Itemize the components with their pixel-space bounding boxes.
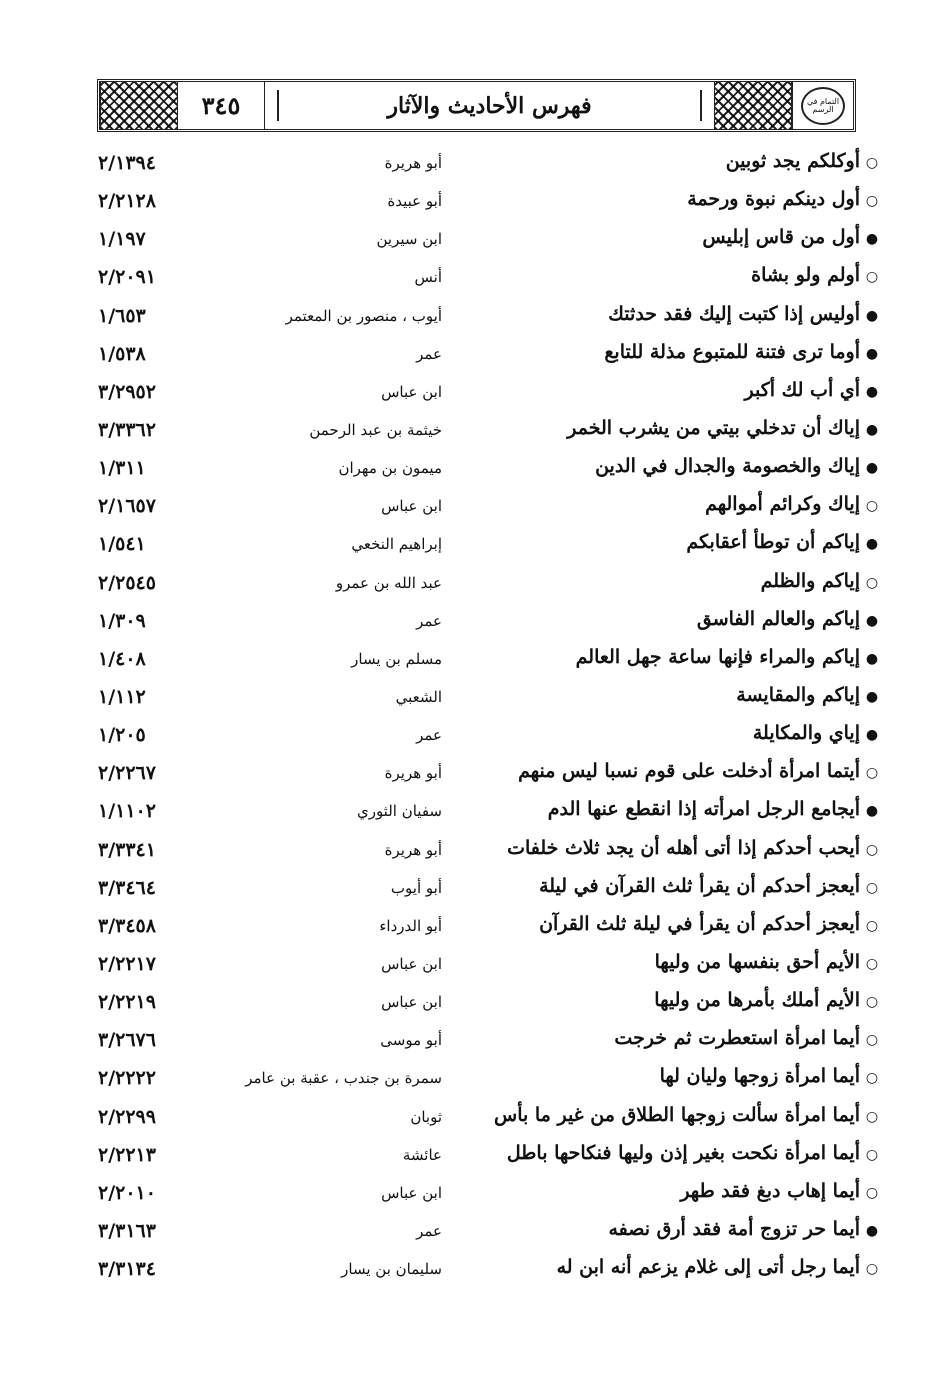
volume-page-reference: ١/١١٢ — [98, 685, 146, 708]
list-item — [90, 949, 880, 987]
list-item — [90, 568, 880, 606]
volume-page-reference: ٢/٢٥٤٥ — [98, 571, 156, 594]
volume-page-reference: ١/١٩٧ — [98, 228, 146, 251]
hadith-text: أيتما امرأة أدخلت على قوم نسبا ليس منهم — [518, 760, 860, 783]
hadith-text-cell — [480, 379, 880, 401]
list-item — [90, 796, 880, 834]
hadith-text: إياكم والظلم — [760, 569, 860, 592]
narrator: ابن عباس — [381, 497, 442, 516]
hollow-bullet-icon: ○ — [865, 155, 879, 171]
narrator: مسلم بن يسار — [351, 649, 442, 668]
volume-page-reference: ٢/٢٠١٠ — [98, 1181, 156, 1204]
hadith-text-cell — [480, 1256, 880, 1278]
volume-page-reference: ١/١١٠٢ — [98, 800, 156, 823]
list-item — [90, 606, 880, 644]
hadith-text-cell — [480, 417, 880, 439]
hadith-text: الأيم أملك بأمرها من وليها — [654, 989, 860, 1012]
hollow-bullet-icon: ○ — [865, 1108, 879, 1125]
hollow-bullet-icon: ○ — [865, 879, 879, 896]
volume-page-reference: ٣/٢٦٧٦ — [98, 1029, 156, 1052]
list-item — [90, 529, 880, 567]
filled-bullet-icon: ● — [865, 688, 879, 705]
volume-page-reference: ٢/٢٢٩٩ — [98, 1105, 156, 1128]
filled-bullet-icon: ● — [865, 307, 879, 324]
hadith-text-cell — [480, 989, 880, 1011]
filled-bullet-icon: ● — [865, 421, 879, 438]
filled-bullet-icon: ● — [865, 1222, 879, 1239]
hadith-text: أيما امرأة سألت زوجها الطلاق من غير ما بأس — [494, 1103, 860, 1126]
hadith-text-cell — [480, 951, 880, 973]
narrator: أنس — [414, 268, 442, 287]
hadith-text: إياكم أن توطأ أعقابكم — [686, 531, 860, 554]
hollow-bullet-icon: ○ — [865, 994, 879, 1011]
hadith-text-cell — [480, 570, 880, 592]
ornament-left — [100, 82, 178, 129]
volume-page-reference: ٣/٢٩٥٢ — [98, 380, 156, 403]
narrator: عمر — [416, 344, 442, 363]
list-item — [90, 1216, 880, 1254]
hadith-text: إياكم والعالم الفاسق — [696, 607, 860, 630]
list-item — [90, 148, 880, 186]
hadith-text-cell — [480, 608, 880, 630]
page-header — [97, 79, 856, 132]
list-item — [90, 987, 880, 1025]
hadith-text-cell — [480, 1104, 880, 1126]
list-item — [90, 873, 880, 911]
narrator: ابن عباس — [381, 993, 442, 1012]
list-item — [90, 186, 880, 224]
narrator: ثوبان — [410, 1107, 442, 1126]
volume-page-reference: ٣/٣١٣٤ — [98, 1258, 156, 1281]
list-item — [90, 301, 880, 339]
volume-page-reference: ٢/٢٢٢٢ — [98, 1067, 156, 1090]
filled-bullet-icon: ● — [865, 803, 879, 820]
narrator: سليمان بن يسار — [341, 1260, 442, 1279]
list-item — [90, 835, 880, 873]
hadith-text: أوما ترى فتنة للمتبوع مذلة للتابع — [604, 340, 860, 363]
hadith-text: أيما إهاب دبغ فقد طهر — [680, 1179, 860, 1202]
hadith-text-cell — [480, 760, 880, 782]
hadith-text-cell — [480, 1180, 880, 1202]
hollow-bullet-icon: ○ — [865, 1184, 879, 1201]
hadith-text: أيما رجل أتى إلى غلام يزعم أنه ابن له — [556, 1256, 860, 1279]
hadith-text-cell — [480, 646, 880, 668]
volume-page-reference: ٢/٢١٢٨ — [98, 190, 156, 213]
narrator: عمر — [416, 1221, 442, 1240]
volume-page-reference: ١/٥٤١ — [98, 533, 146, 556]
hadith-text: أيما امرأة نكحت بغير إذن وليها فنكاحها باطل — [506, 1141, 860, 1164]
volume-page-reference: ٣/٣٣٦٢ — [98, 418, 156, 441]
hadith-text: إياي والمكايلة — [752, 722, 860, 745]
narrator: أبو هريرة — [384, 840, 442, 859]
hadith-text-cell — [480, 531, 880, 553]
volume-page-reference: ٢/١٦٥٧ — [98, 495, 156, 518]
hadith-text-cell — [480, 493, 880, 515]
hollow-bullet-icon: ○ — [865, 917, 879, 934]
volume-page-reference: ١/٤٠٨ — [98, 647, 146, 670]
hollow-bullet-icon: ○ — [865, 841, 879, 858]
narrator: أبو الدرداء — [379, 916, 442, 935]
hadith-text-cell — [480, 684, 880, 706]
hadith-text: إياكم والمراء فإنها ساعة جهل العالم — [575, 645, 860, 668]
hadith-text-cell — [480, 1065, 880, 1087]
list-item — [90, 415, 880, 453]
hadith-text-cell — [480, 875, 880, 897]
volume-page-reference: ٣/٣١٦٣ — [98, 1219, 156, 1242]
hadith-text-cell — [480, 722, 880, 744]
publisher-logo — [792, 82, 853, 129]
list-item — [90, 453, 880, 491]
narrator: أيوب ، منصور بن المعتمر — [285, 306, 442, 325]
hadith-text-cell — [480, 1142, 880, 1164]
narrator: خيثمة بن عبد الرحمن — [309, 420, 442, 439]
hollow-bullet-icon: ○ — [865, 1070, 879, 1087]
list-item — [90, 1025, 880, 1063]
volume-page-reference: ١/٥٣٨ — [98, 342, 146, 365]
hollow-bullet-icon: ○ — [865, 1261, 879, 1278]
narrator: عمر — [416, 611, 442, 630]
narrator: أبو هريرة — [384, 764, 442, 783]
hadith-text: أول دينكم نبوة ورحمة — [687, 188, 860, 211]
hollow-bullet-icon: ○ — [865, 1032, 879, 1049]
hadith-text: أيحب أحدكم إذا أتى أهله أن يجد ثلاث خلفات — [507, 836, 860, 859]
hadith-text: أولم ولو بشاة — [751, 264, 860, 287]
filled-bullet-icon: ● — [865, 536, 879, 553]
volume-page-reference: ٢/٢٢١٣ — [98, 1143, 156, 1166]
list-item — [90, 262, 880, 300]
hadith-text: إياك أن تدخلي بيتي من يشرب الخمر — [567, 416, 860, 439]
hollow-bullet-icon: ○ — [865, 193, 879, 210]
hadith-text-cell — [480, 303, 880, 325]
hollow-bullet-icon: ○ — [865, 955, 879, 972]
narrator: ابن عباس — [381, 1183, 442, 1202]
filled-bullet-icon: ● — [865, 345, 879, 362]
volume-page-reference: ١/٦٥٣ — [98, 304, 146, 327]
hadith-text-cell — [480, 455, 880, 477]
narrator: أبو أيوب — [390, 878, 442, 897]
hadith-text: أيعجز أحدكم أن يقرأ ثلث القرآن في ليلة — [539, 874, 860, 897]
volume-page-reference: ١/٢٠٥ — [98, 724, 146, 747]
hadith-text-cell — [480, 188, 880, 210]
narrator: ابن عباس — [381, 954, 442, 973]
narrator: أبو موسى — [380, 1031, 442, 1050]
narrator: عمر — [416, 726, 442, 745]
narrator: سفيان الثوري — [356, 802, 442, 821]
filled-bullet-icon: ● — [865, 612, 879, 629]
hadith-text-cell — [480, 226, 880, 248]
page-title: فهرس الأحاديث والآثار — [265, 82, 714, 129]
list-item — [90, 377, 880, 415]
volume-page-reference: ٢/٢٠٩١ — [98, 266, 156, 289]
hadith-text-cell — [480, 837, 880, 859]
volume-page-reference: ٢/٢٢٦٧ — [98, 762, 156, 785]
narrator: عائشة — [402, 1145, 442, 1164]
page-number: ٣٤٥ — [178, 82, 265, 129]
narrator: أبو عبيدة — [387, 192, 442, 211]
hadith-text: أيما امرأة زوجها وليان لها — [659, 1065, 860, 1088]
list-item — [90, 644, 880, 682]
list-item — [90, 720, 880, 758]
hadith-text: إياك وكرائم أموالهم — [705, 493, 860, 516]
list-item — [90, 682, 880, 720]
hadith-text: أي أب لك أكبر — [744, 378, 860, 401]
hadith-text-cell — [480, 1218, 880, 1240]
narrator: ميمون بن مهران — [338, 459, 442, 478]
volume-page-reference: ٢/٢٢١٩ — [98, 991, 156, 1014]
hadith-text: إياك والخصومة والجدال في الدين — [595, 455, 860, 478]
hadith-text: أول من قاس إبليس — [702, 226, 860, 249]
volume-page-reference: ٣/٣٤٦٤ — [98, 876, 156, 899]
hadith-text-cell — [480, 341, 880, 363]
hadith-text: أيما حر تزوج أمة فقد أرق نصفه — [608, 1217, 860, 1240]
filled-bullet-icon: ● — [865, 650, 879, 667]
hadith-text: أوليس إذا كتبت إليك فقد حدثتك — [608, 302, 860, 325]
volume-page-reference: ٢/٢٢١٧ — [98, 952, 156, 975]
narrator: أبو هريرة — [384, 154, 442, 172]
ornament-right — [714, 82, 792, 129]
list-item — [90, 224, 880, 262]
filled-bullet-icon: ● — [865, 727, 879, 744]
volume-page-reference: ١/٣٠٩ — [98, 609, 146, 632]
index-list — [90, 148, 880, 1292]
list-item — [90, 1140, 880, 1178]
hadith-text-cell — [480, 913, 880, 935]
hadith-text: أوكلكم يجد ثوبين — [725, 150, 860, 172]
hollow-bullet-icon: ○ — [865, 1146, 879, 1163]
list-item — [90, 1254, 880, 1292]
hollow-bullet-icon: ○ — [865, 574, 879, 591]
volume-page-reference: ١/٣١١ — [98, 457, 146, 480]
list-item — [90, 491, 880, 529]
logo-seal-icon: التمام في الرسم — [801, 87, 845, 125]
hadith-text: أيعجز أحدكم أن يقرأ في ليلة ثلث القرآن — [539, 912, 860, 935]
list-item — [90, 1178, 880, 1216]
narrator: ابن سيرين — [376, 230, 442, 249]
hadith-text: أيما امرأة استعطرت ثم خرجت — [614, 1027, 860, 1050]
list-item — [90, 1102, 880, 1140]
narrator: إبراهيم النخعي — [351, 535, 442, 554]
hadith-text: أيجامع الرجل امرأته إذا انقطع عنها الدم — [547, 798, 860, 821]
list-item — [90, 339, 880, 377]
hollow-bullet-icon: ○ — [865, 269, 879, 286]
hollow-bullet-icon: ○ — [865, 765, 879, 782]
filled-bullet-icon: ● — [865, 231, 879, 248]
list-item — [90, 1063, 880, 1101]
narrator: عبد الله بن عمرو — [335, 573, 442, 592]
volume-page-reference: ٣/٣٤٥٨ — [98, 914, 156, 937]
narrator: ابن عباس — [381, 382, 442, 401]
list-item — [90, 911, 880, 949]
filled-bullet-icon: ● — [865, 383, 879, 400]
list-item — [90, 758, 880, 796]
hadith-text-cell — [480, 1027, 880, 1049]
hadith-text-cell — [480, 150, 880, 172]
narrator: الشعبي — [395, 687, 442, 706]
hollow-bullet-icon: ○ — [865, 498, 879, 515]
volume-page-reference: ٣/٣٣٤١ — [98, 838, 156, 861]
hadith-text-cell — [480, 798, 880, 820]
hadith-text-cell — [480, 264, 880, 286]
volume-page-reference: ٢/١٣٩٤ — [98, 152, 156, 174]
narrator: سمرة بن جندب ، عقبة بن عامر — [245, 1069, 442, 1088]
hadith-text: إياكم والمقايسة — [736, 683, 860, 706]
filled-bullet-icon: ● — [865, 460, 879, 477]
hadith-text: الأيم أحق بنفسها من وليها — [654, 950, 860, 973]
